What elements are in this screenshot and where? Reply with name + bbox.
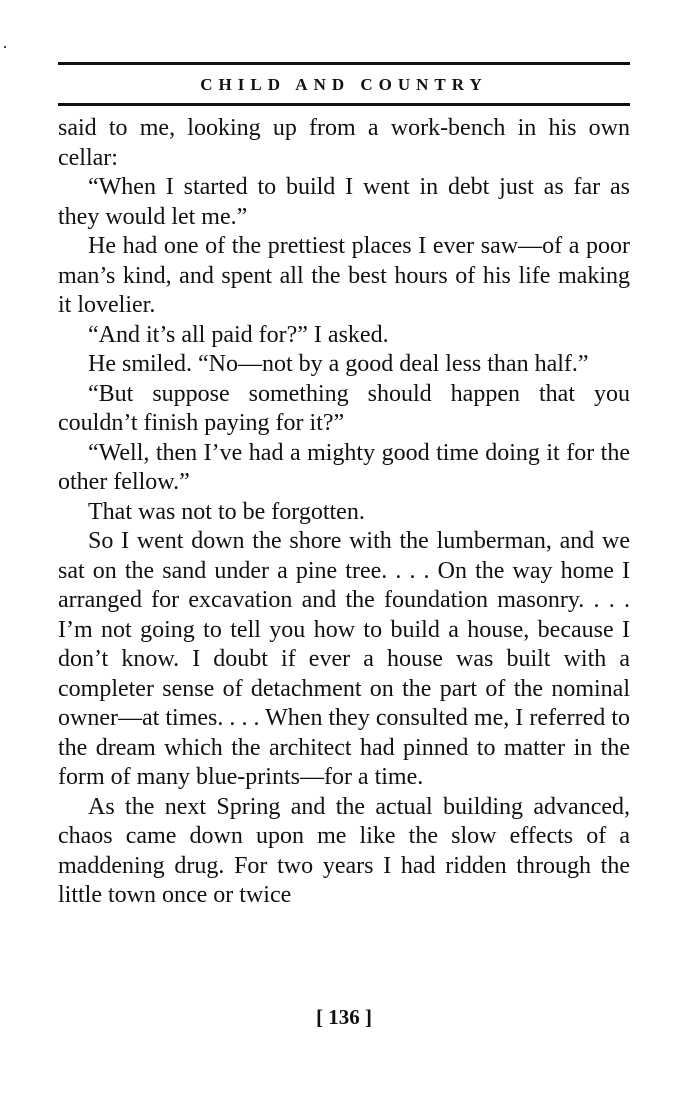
body-text xyxy=(58,114,630,911)
paragraph: “And it’s all paid for?” I asked. xyxy=(88,321,389,348)
paragraph: He smiled. “No—not by a good deal less than half.” xyxy=(88,351,589,377)
header-rule-bottom xyxy=(58,103,630,106)
header-rule-top xyxy=(58,62,630,65)
paragraph: “When I started to build I went in debt just as far as they would let me.” xyxy=(58,174,630,230)
paragraph: “Well, then I’ve had a mighty good time doing it for the other fellow.” xyxy=(58,439,630,495)
paragraph: So I went down the shore with the lumberman, and we sat on the sand under a pine tree. . . . On the way home I arranged for excavation and the foundation masonry. . . . I’m not going to tell you how to build a house, because I don’t know. I doubt if ever a house was built with a completer sense of detachment on the part of the nominal owner—at times. . . . When they consulted me, I referred to the dream which the architect had pinned to matter in the form of many blue-prints—for a time. xyxy=(58,528,630,790)
paragraph-continued: said to me, looking up from a work-bench in his own cellar: xyxy=(58,115,630,171)
paragraph: “But suppose something should happen that you couldn’t finish paying for it?” xyxy=(58,380,630,436)
page-number: [ 136 ] xyxy=(316,1005,372,1029)
paragraph: He had one of the prettiest places I ever saw—of a poor man’s kind, and spent all the best hours of his life making it lovelier. xyxy=(58,233,630,318)
stray-mark xyxy=(4,46,6,48)
paragraph: That was not to be forgotten. xyxy=(88,498,365,525)
paragraph: As the next Spring and the actual building advanced, chaos came down upon me like the slow effects of a maddening drug. For two years I had ridden through the little town once or twice xyxy=(58,793,630,908)
running-head: CHILD AND COUNTRY xyxy=(200,75,488,94)
book-page xyxy=(58,0,630,1100)
